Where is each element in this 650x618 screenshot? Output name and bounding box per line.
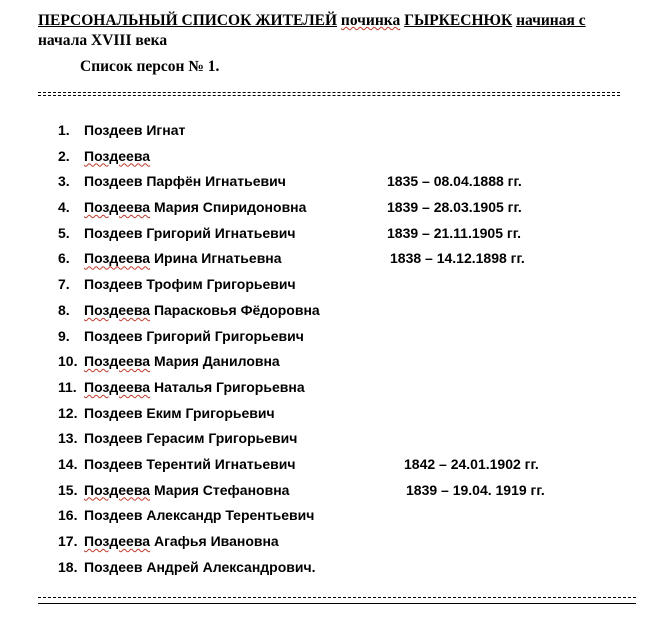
person-given-name: Терентий Игнатьевич xyxy=(146,455,296,472)
person-row xyxy=(58,557,638,583)
title-part-3: ГЫРКЕСНЮК xyxy=(404,12,513,29)
person-name xyxy=(84,428,297,448)
person-life-dates: 1839 – 21.11.1905 гг. xyxy=(387,224,522,241)
top-divider xyxy=(38,92,620,96)
person-row xyxy=(58,146,638,172)
person-name xyxy=(84,300,320,320)
bottom-divider-dashed xyxy=(38,597,636,598)
person-given-name: Мария Спиридоновна xyxy=(153,199,307,216)
person-name xyxy=(84,197,306,217)
person-number: 2. xyxy=(58,147,70,164)
person-name xyxy=(84,146,150,166)
person-number: 9. xyxy=(58,327,70,344)
person-surname: Поздеев xyxy=(84,122,143,138)
person-number: 8. xyxy=(58,301,70,318)
person-row xyxy=(58,531,638,557)
person-row xyxy=(58,403,638,429)
person-given-name: Григорий Григорьевич xyxy=(146,327,304,344)
document-subtitle: Список персон № 1. xyxy=(80,58,220,75)
person-given-name: Трофим Григорьевич xyxy=(146,276,296,293)
person-row xyxy=(58,377,638,403)
person-number: 16. xyxy=(58,507,78,524)
person-surname: Поздеева xyxy=(84,378,151,395)
bottom-divider-solid xyxy=(38,603,636,604)
person-name xyxy=(84,505,314,525)
person-number: 6. xyxy=(58,250,70,267)
person-name xyxy=(84,223,296,243)
person-surname: Поздеева xyxy=(84,147,151,164)
title-part-2: починка xyxy=(340,12,401,29)
person-given-name: Мария Даниловна xyxy=(153,353,280,370)
person-name xyxy=(84,326,304,346)
person-surname: Поздеев xyxy=(84,173,143,190)
person-number: 14. xyxy=(58,455,78,472)
person-name xyxy=(84,454,295,474)
person-given-name: Александр Терентьевич xyxy=(146,507,315,524)
person-surname: Поздеев xyxy=(84,558,143,575)
person-number: 12. xyxy=(58,404,78,421)
title-part-4: начиная с xyxy=(516,12,586,29)
person-life-dates: 1835 – 08.04.1888 гг. xyxy=(387,173,522,190)
person-given-name: Григорий Игнатьевич xyxy=(146,224,296,241)
person-name xyxy=(84,248,282,268)
person-surname: Поздеев xyxy=(84,455,143,472)
person-name xyxy=(84,274,296,294)
person-surname: Поздеев xyxy=(84,430,143,447)
person-given-name: Ирина Игнатьевна xyxy=(153,250,282,267)
person-number: 18. xyxy=(58,558,78,575)
person-row xyxy=(58,480,638,506)
person-row xyxy=(58,274,638,300)
person-given-name: Игнат xyxy=(146,122,186,138)
person-surname: Поздеева xyxy=(84,301,151,318)
person-surname: Поздеев xyxy=(84,327,143,344)
person-row xyxy=(58,223,638,249)
person-number: 17. xyxy=(58,533,78,549)
person-number: 11. xyxy=(58,378,77,395)
person-number: 5. xyxy=(58,224,70,241)
person-number: 10. xyxy=(58,353,78,370)
person-life-dates: 1839 – 28.03.1905 гг. xyxy=(387,199,522,216)
person-row xyxy=(58,505,638,531)
person-name xyxy=(84,480,289,500)
person-row xyxy=(58,300,638,326)
person-given-name: Еким Григорьевич xyxy=(146,404,275,421)
person-surname: Поздеев xyxy=(84,404,143,421)
person-surname: Поздеева xyxy=(84,353,151,370)
person-name xyxy=(84,557,316,577)
person-number: 1. xyxy=(58,122,70,138)
person-name xyxy=(84,171,286,191)
document-title xyxy=(38,11,638,51)
person-name xyxy=(84,403,275,423)
person-given-name: Наталья Григорьевна xyxy=(153,378,305,395)
person-surname: Поздеев xyxy=(84,224,143,241)
person-number: 4. xyxy=(58,199,70,216)
person-surname: Поздеева xyxy=(84,533,151,549)
person-given-name: Герасим Григорьевич xyxy=(146,430,298,447)
person-number: 13. xyxy=(58,430,78,447)
person-row xyxy=(58,326,638,352)
person-given-name: Андрей Александрович. xyxy=(146,558,316,575)
person-surname: Поздеева xyxy=(84,199,151,216)
person-row xyxy=(58,428,638,454)
person-surname: Поздеев xyxy=(84,507,143,524)
person-name xyxy=(84,351,280,371)
person-row xyxy=(58,171,638,197)
person-name xyxy=(84,377,305,397)
person-given-name: Агафья Ивановна xyxy=(153,533,279,549)
person-row xyxy=(58,351,638,377)
person-surname: Поздеев xyxy=(84,276,143,293)
person-given-name: Парфён Игнатьевич xyxy=(146,173,286,190)
person-row xyxy=(58,454,638,480)
person-number: 15. xyxy=(58,481,78,498)
person-given-name: Мария Стефановна xyxy=(153,481,290,498)
person-name xyxy=(84,120,185,140)
title-part-1: ПЕРСОНАЛЬНЫЙ СПИСОК ЖИТЕЛЕЙ xyxy=(38,12,338,29)
person-surname: Поздеева xyxy=(84,250,151,267)
title-line-2: начала XVIII века xyxy=(38,32,168,49)
person-name xyxy=(84,531,279,551)
person-row xyxy=(58,248,638,274)
person-life-dates: 1838 – 14.12.1898 гг. xyxy=(390,250,525,267)
person-row xyxy=(58,120,638,146)
person-life-dates: 1839 – 19.04. 1919 гг. xyxy=(406,481,545,498)
person-number: 7. xyxy=(58,276,70,293)
person-surname: Поздеева xyxy=(84,481,151,498)
person-list xyxy=(58,120,638,582)
person-given-name: Парасковья Фёдоровна xyxy=(153,301,320,318)
person-number: 3. xyxy=(58,173,70,190)
person-row xyxy=(58,197,638,223)
person-life-dates: 1842 – 24.01.1902 гг. xyxy=(404,455,539,472)
